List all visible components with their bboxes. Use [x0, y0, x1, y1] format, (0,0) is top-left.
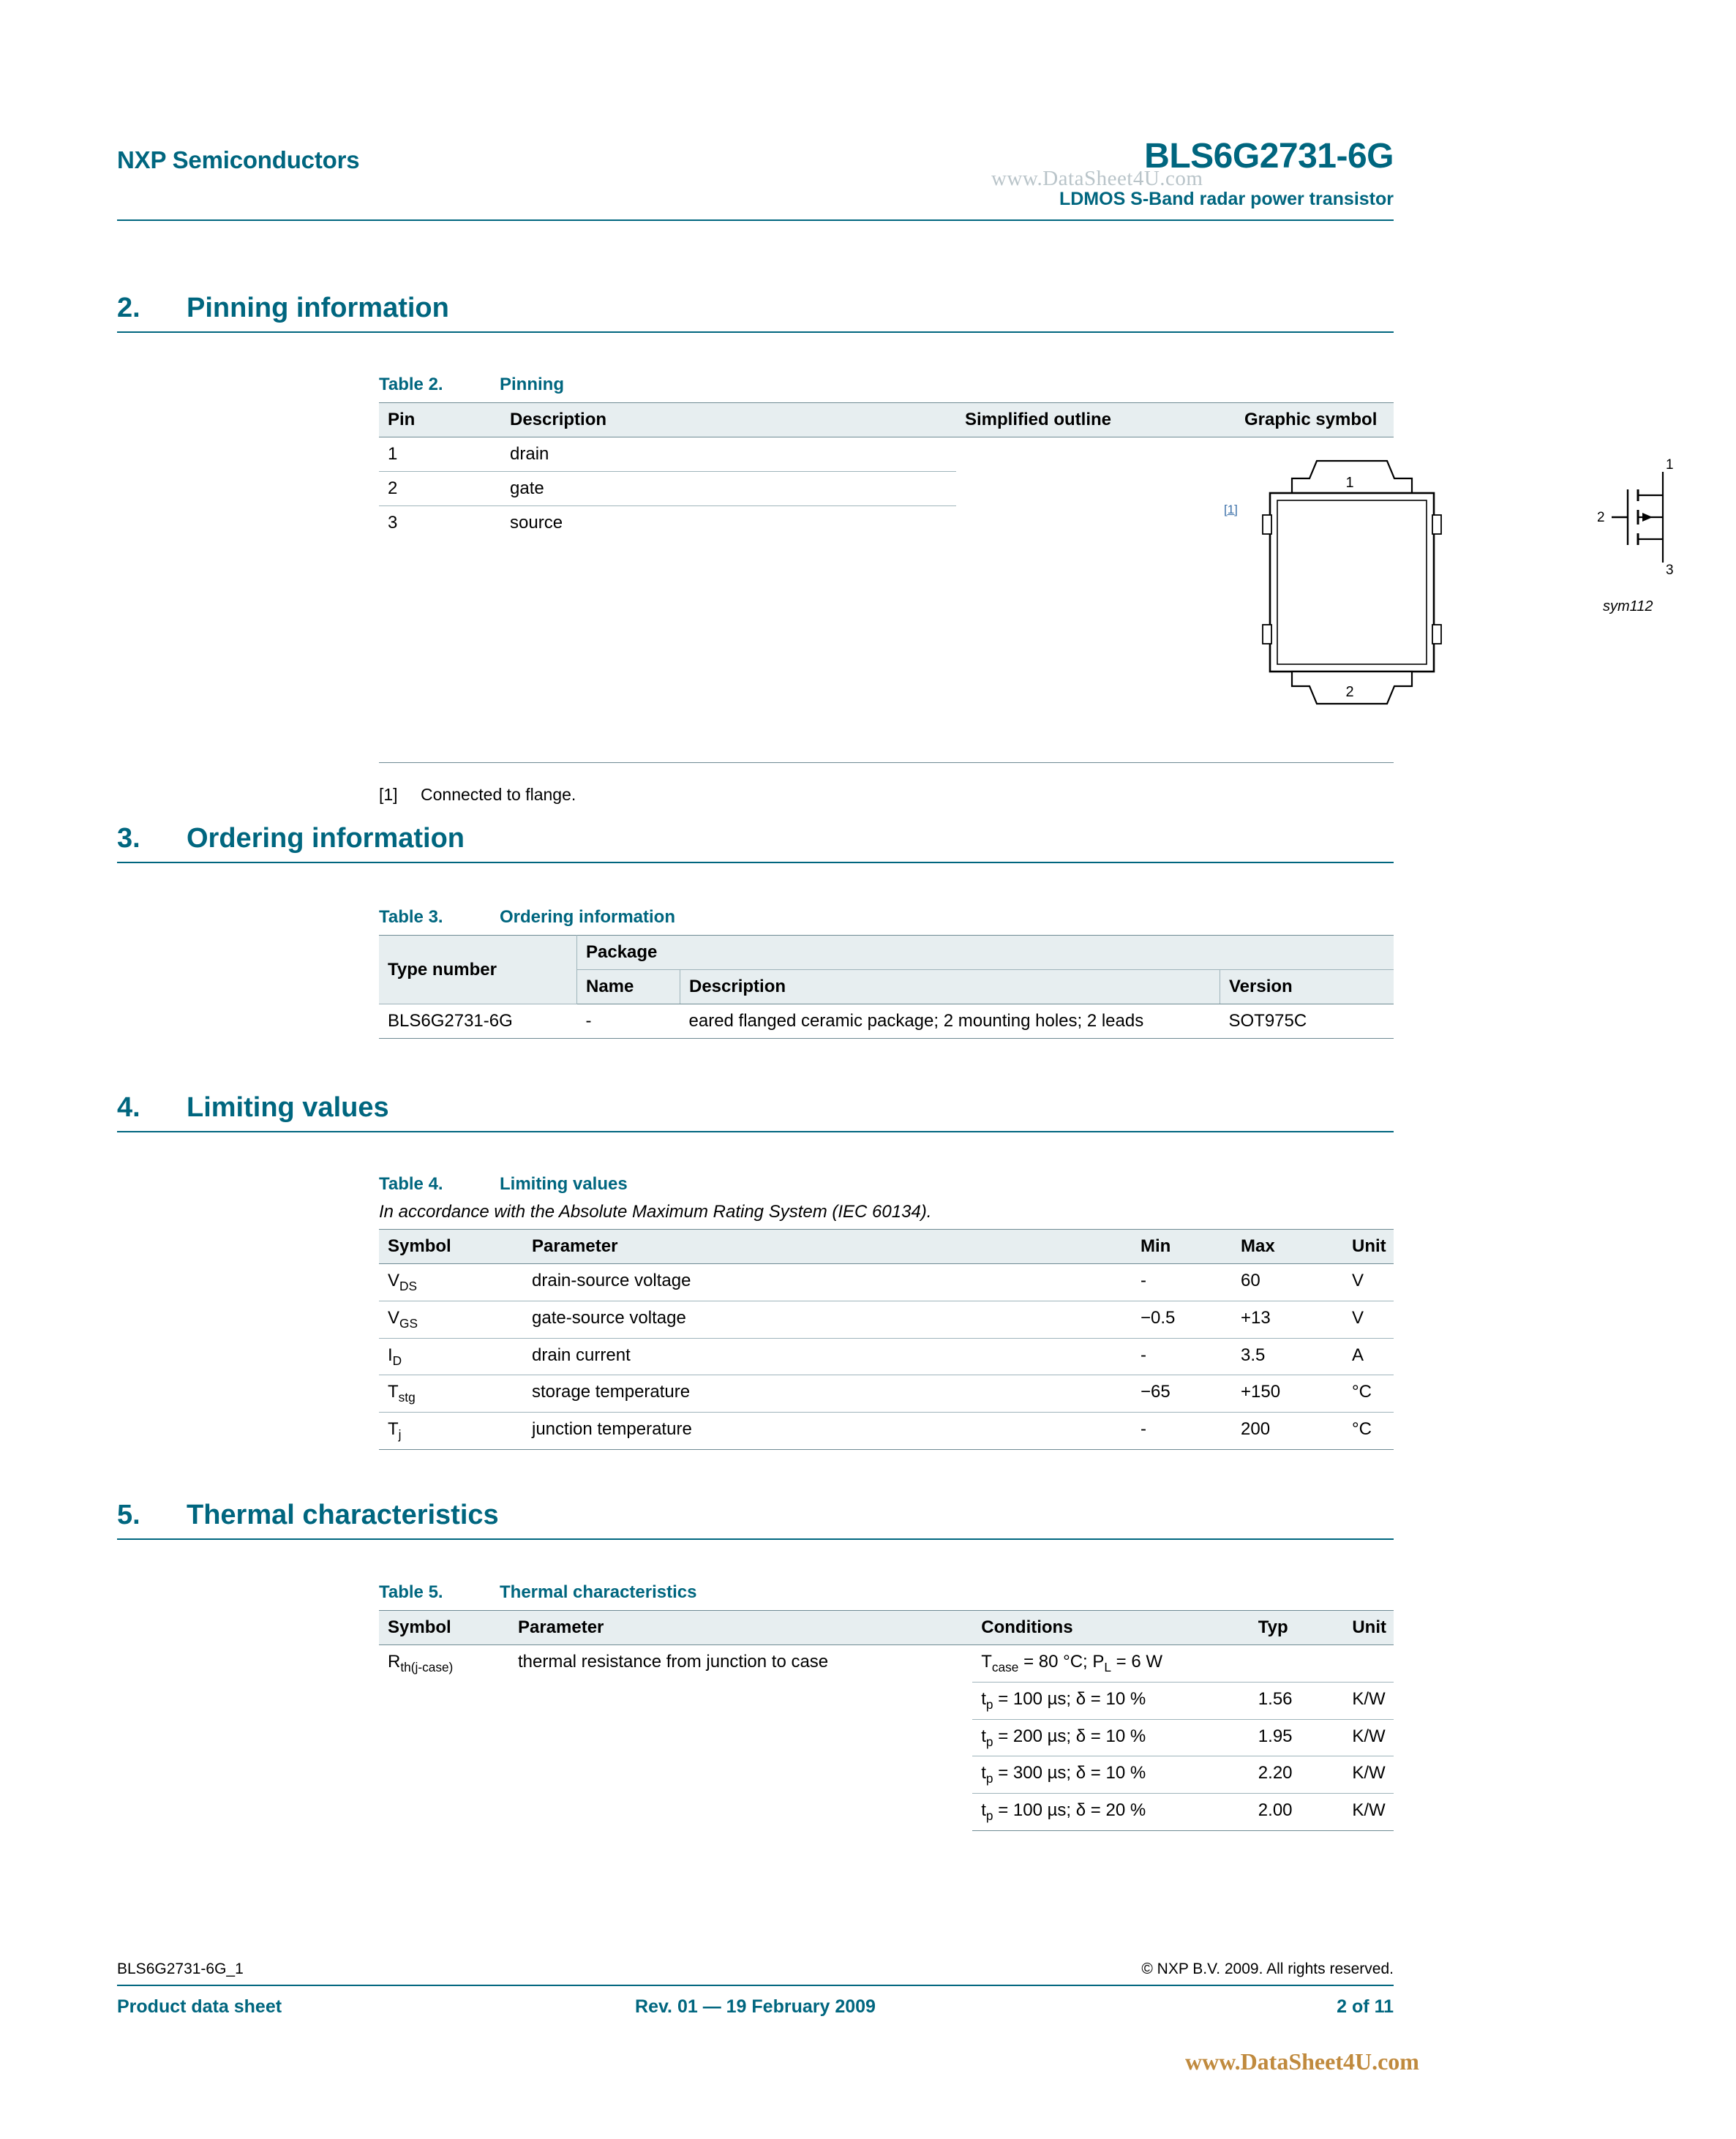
- table-3-title: Ordering information: [500, 907, 675, 927]
- table-row: [379, 1264, 1394, 1301]
- cell-unit: °C: [1343, 1413, 1394, 1450]
- company-name: NXP Semiconductors: [117, 146, 360, 173]
- cond-end: = 6 W: [1111, 1652, 1163, 1672]
- cell-condition: $t_p = 300$ µs; δ = 10 %: [972, 1756, 1250, 1794]
- section-thermal-characteristics: [117, 1500, 1394, 1540]
- table-4-caption: [379, 1174, 1394, 1195]
- col-header-type-number: Type number: [379, 936, 577, 1004]
- symbol-base: R: [388, 1652, 401, 1672]
- cond-delta-value: 20: [1105, 1800, 1126, 1821]
- col-header-symbol: Symbol: [379, 1230, 523, 1264]
- cell-typ: 1.56: [1250, 1682, 1344, 1719]
- table-5-block: [379, 1582, 1394, 1831]
- col-header-version: Version: [1220, 970, 1394, 1004]
- col-header-parameter: Parameter: [523, 1230, 1132, 1264]
- svg-text:1: 1: [1345, 475, 1354, 491]
- cond-tp-value: 200: [1012, 1726, 1042, 1746]
- section-title: Pinning information: [187, 293, 449, 323]
- section-divider: [117, 1131, 1394, 1132]
- cell-unit: K/W: [1343, 1756, 1394, 1794]
- cell-unit: [1343, 1645, 1394, 1683]
- symbol-base: T: [388, 1419, 399, 1440]
- cell-unit: V: [1343, 1301, 1394, 1338]
- cell-typ: 2.20: [1250, 1756, 1344, 1794]
- cell-parameter: junction temperature: [523, 1413, 1132, 1450]
- cell-symbol: [379, 1264, 523, 1301]
- package-outline-svg: [1235, 455, 1469, 718]
- col-header-pin: Pin: [379, 403, 501, 437]
- table-4-block: [379, 1174, 1394, 1450]
- section-title: Ordering information: [187, 823, 465, 854]
- cell-condition: $t_p = 100$ µs; δ = 20 %: [972, 1794, 1250, 1831]
- cell-unit: K/W: [1343, 1794, 1394, 1831]
- col-header-simplified-outline: Simplified outline: [956, 403, 1236, 437]
- table-5-label: Table 5.: [379, 1582, 443, 1602]
- watermark-top: www.DataSheet4U.com: [991, 167, 1203, 190]
- table-row: [379, 1413, 1394, 1450]
- symbol-reference-name: sym112: [1603, 598, 1653, 614]
- pin-description: gate: [501, 472, 956, 506]
- cell-package-name: -: [577, 1004, 680, 1039]
- table-row: [379, 1645, 1394, 1683]
- symbol-subscript: D: [392, 1353, 402, 1368]
- cell-package-description: eared flanged ceramic package; 2 mounting holes; 2 leads: [680, 1004, 1220, 1039]
- col-header-conditions: Conditions: [972, 1611, 1250, 1645]
- cell-min: −65: [1132, 1375, 1232, 1413]
- col-header-graphic-symbol: Graphic symbol: [1236, 403, 1394, 437]
- footer-revision: Rev. 01 — 19 February 2009: [635, 1996, 876, 2017]
- cell-symbol: [379, 1413, 523, 1450]
- cell-max: +13: [1232, 1301, 1343, 1338]
- symbol-base: V: [388, 1307, 400, 1328]
- section-divider: [117, 1538, 1394, 1540]
- cell-max: +150: [1232, 1375, 1343, 1413]
- cell-parameter: gate-source voltage: [523, 1301, 1132, 1338]
- table-3-caption: [379, 907, 1394, 928]
- table-4-label: Table 4.: [379, 1174, 443, 1194]
- cond-t: T: [981, 1652, 992, 1672]
- section-title: Limiting values: [187, 1092, 389, 1123]
- table-2-caption: [379, 375, 1394, 395]
- table-4-note: In accordance with the Absolute Maximum Rating System (IEC 60134).: [379, 1202, 932, 1222]
- table-row: [379, 1004, 1394, 1039]
- pin-number: 3: [388, 513, 398, 533]
- table-row: [379, 1301, 1394, 1338]
- table-row: [379, 1375, 1394, 1413]
- cond-tp-value: 100: [1012, 1688, 1042, 1709]
- cell-type-number: BLS6G2731-6G: [379, 1004, 577, 1039]
- footer-page-number: 2 of 11: [1337, 1996, 1394, 2017]
- cell-parameter: drain-source voltage: [523, 1264, 1132, 1301]
- cell-unit: A: [1343, 1338, 1394, 1375]
- table-5-thermal: [379, 1610, 1394, 1831]
- table-2-footnote: [379, 785, 1394, 805]
- cond-tp-value: 300: [1012, 1763, 1042, 1783]
- footer-divider: [117, 1985, 1394, 1986]
- cell-parameter: thermal resistance from junction to case: [517, 1652, 829, 1672]
- cell-min: -: [1132, 1264, 1232, 1301]
- cell-symbol: [379, 1645, 509, 1831]
- table-row: [379, 1338, 1394, 1375]
- header-divider: [117, 219, 1394, 221]
- document-subtitle: LDMOS S-Band radar power transistor: [1059, 189, 1394, 209]
- part-number-title: BLS6G2731-6G: [1144, 137, 1394, 176]
- table-4-title: Limiting values: [500, 1174, 628, 1194]
- col-header-max: Max: [1232, 1230, 1343, 1264]
- cell-unit: K/W: [1343, 1719, 1394, 1756]
- col-header-symbol: Symbol: [379, 1611, 509, 1645]
- watermark-bottom: www.DataSheet4U.com: [1185, 2048, 1419, 2075]
- symbol-subscript: DS: [399, 1278, 418, 1293]
- symbol-subscript: stg: [398, 1390, 416, 1405]
- col-header-name: Name: [577, 970, 680, 1004]
- cond-tp-value: 100: [1012, 1800, 1042, 1821]
- symbol-base: I: [388, 1345, 393, 1365]
- cell-typ: [1250, 1645, 1344, 1683]
- symbol-subscript: GS: [399, 1315, 418, 1331]
- cond-delta-value: 10: [1105, 1688, 1126, 1709]
- cell-max: 200: [1232, 1413, 1343, 1450]
- footer-copyright: © NXP B.V. 2009. All rights reserved.: [1141, 1961, 1394, 1977]
- section-number: 3.: [117, 823, 140, 854]
- footnote-text: Connected to flange.: [421, 785, 576, 804]
- cell-typ: 1.95: [1250, 1719, 1344, 1756]
- table-row: [379, 936, 1394, 970]
- cell-max: 60: [1232, 1264, 1343, 1301]
- col-header-package: Package: [577, 936, 1394, 970]
- table-5-title: Thermal characteristics: [500, 1582, 697, 1602]
- symbol-base: V: [388, 1271, 400, 1290]
- table-2-bottom-rule: [379, 762, 1394, 763]
- cell-unit: °C: [1343, 1375, 1394, 1413]
- section-number: 2.: [117, 293, 140, 323]
- cond-p-sub: L: [1104, 1659, 1112, 1674]
- cell-condition-main: [972, 1645, 1250, 1683]
- section-ordering-information: [117, 823, 1394, 863]
- table-5-caption: [379, 1582, 1394, 1603]
- section-title: Thermal characteristics: [187, 1500, 499, 1530]
- footer-doc-id: BLS6G2731-6G_1: [117, 1961, 244, 1977]
- cell-min: -: [1132, 1338, 1232, 1375]
- table-2-block: [379, 375, 1674, 804]
- cond-mid: = 80 °C; P: [1018, 1652, 1105, 1672]
- footnote-mark: [1]: [379, 785, 398, 804]
- footer-document-type: Product data sheet: [117, 1996, 282, 2017]
- col-header-unit: Unit: [1343, 1611, 1394, 1645]
- section-divider: [117, 331, 1394, 333]
- cell-max: 3.5: [1232, 1338, 1343, 1375]
- table-2-label: Table 2.: [379, 375, 443, 394]
- cond-delta-value: 10: [1105, 1763, 1126, 1783]
- table-2-title: Pinning: [500, 375, 564, 394]
- col-header-description: Description: [501, 403, 956, 437]
- pin-description-text: source: [510, 513, 563, 533]
- symbol-base: T: [388, 1382, 399, 1402]
- symbol-subscript: th(j-case): [400, 1659, 454, 1674]
- col-header-description: Description: [680, 970, 1220, 1004]
- cell-min: −0.5: [1132, 1301, 1232, 1338]
- table-4-limiting-values: [379, 1229, 1394, 1450]
- table-3-label: Table 3.: [379, 907, 443, 927]
- table-3-ordering: [379, 935, 1394, 1039]
- cell-condition: $t_p = 200$ µs; δ = 10 %: [972, 1719, 1250, 1756]
- cell-min: -: [1132, 1413, 1232, 1450]
- cell-condition: $t_p = 100$ µs; δ = 10 %: [972, 1682, 1250, 1719]
- package-outline-drawing: [1235, 455, 1469, 722]
- footnote-ref-text: [1]: [1224, 503, 1238, 516]
- section-limiting-values: [117, 1092, 1394, 1132]
- cell-symbol: [379, 1375, 523, 1413]
- section-number: 4.: [117, 1092, 140, 1123]
- pin-number: 2: [379, 472, 501, 506]
- cond-delta-value: 10: [1105, 1726, 1126, 1746]
- page-footer: [117, 1961, 1394, 2018]
- cond-t-sub: case: [991, 1659, 1019, 1674]
- svg-text:3: 3: [1666, 563, 1674, 578]
- section-number: 5.: [117, 1500, 140, 1530]
- cell-unit: K/W: [1343, 1682, 1394, 1719]
- simplified-outline-cell: [956, 437, 1236, 541]
- col-header-unit: Unit: [1343, 1230, 1394, 1264]
- col-header-typ: Typ: [1250, 1611, 1344, 1645]
- symbol-subscript: j: [398, 1426, 402, 1442]
- cell-parameter: storage temperature: [523, 1375, 1132, 1413]
- table-row: [379, 1230, 1394, 1264]
- pin-number: 1: [379, 437, 501, 472]
- cell-symbol: [379, 1338, 523, 1375]
- cell-unit: V: [1343, 1264, 1394, 1301]
- col-header-parameter: Parameter: [509, 1611, 972, 1645]
- svg-text:1: 1: [1666, 457, 1674, 473]
- cell-typ: 2.00: [1250, 1794, 1344, 1831]
- cell-package-version: SOT975C: [1220, 1004, 1394, 1039]
- table-row: [379, 403, 1394, 437]
- mosfet-symbol-svg: [1590, 459, 1736, 605]
- section-pinning-information: [117, 293, 1394, 333]
- pin-description: [501, 506, 956, 541]
- svg-text:2: 2: [1597, 510, 1605, 525]
- table-3-block: [379, 907, 1394, 1039]
- col-header-min: Min: [1132, 1230, 1232, 1264]
- cell-parameter: drain current: [523, 1338, 1132, 1375]
- svg-text:2: 2: [1345, 684, 1354, 700]
- graphic-symbol-drawing: [1590, 459, 1736, 615]
- pin-description: drain: [501, 437, 956, 472]
- cell-symbol: [379, 1301, 523, 1338]
- section-divider: [117, 862, 1394, 863]
- table-row: [379, 1611, 1394, 1645]
